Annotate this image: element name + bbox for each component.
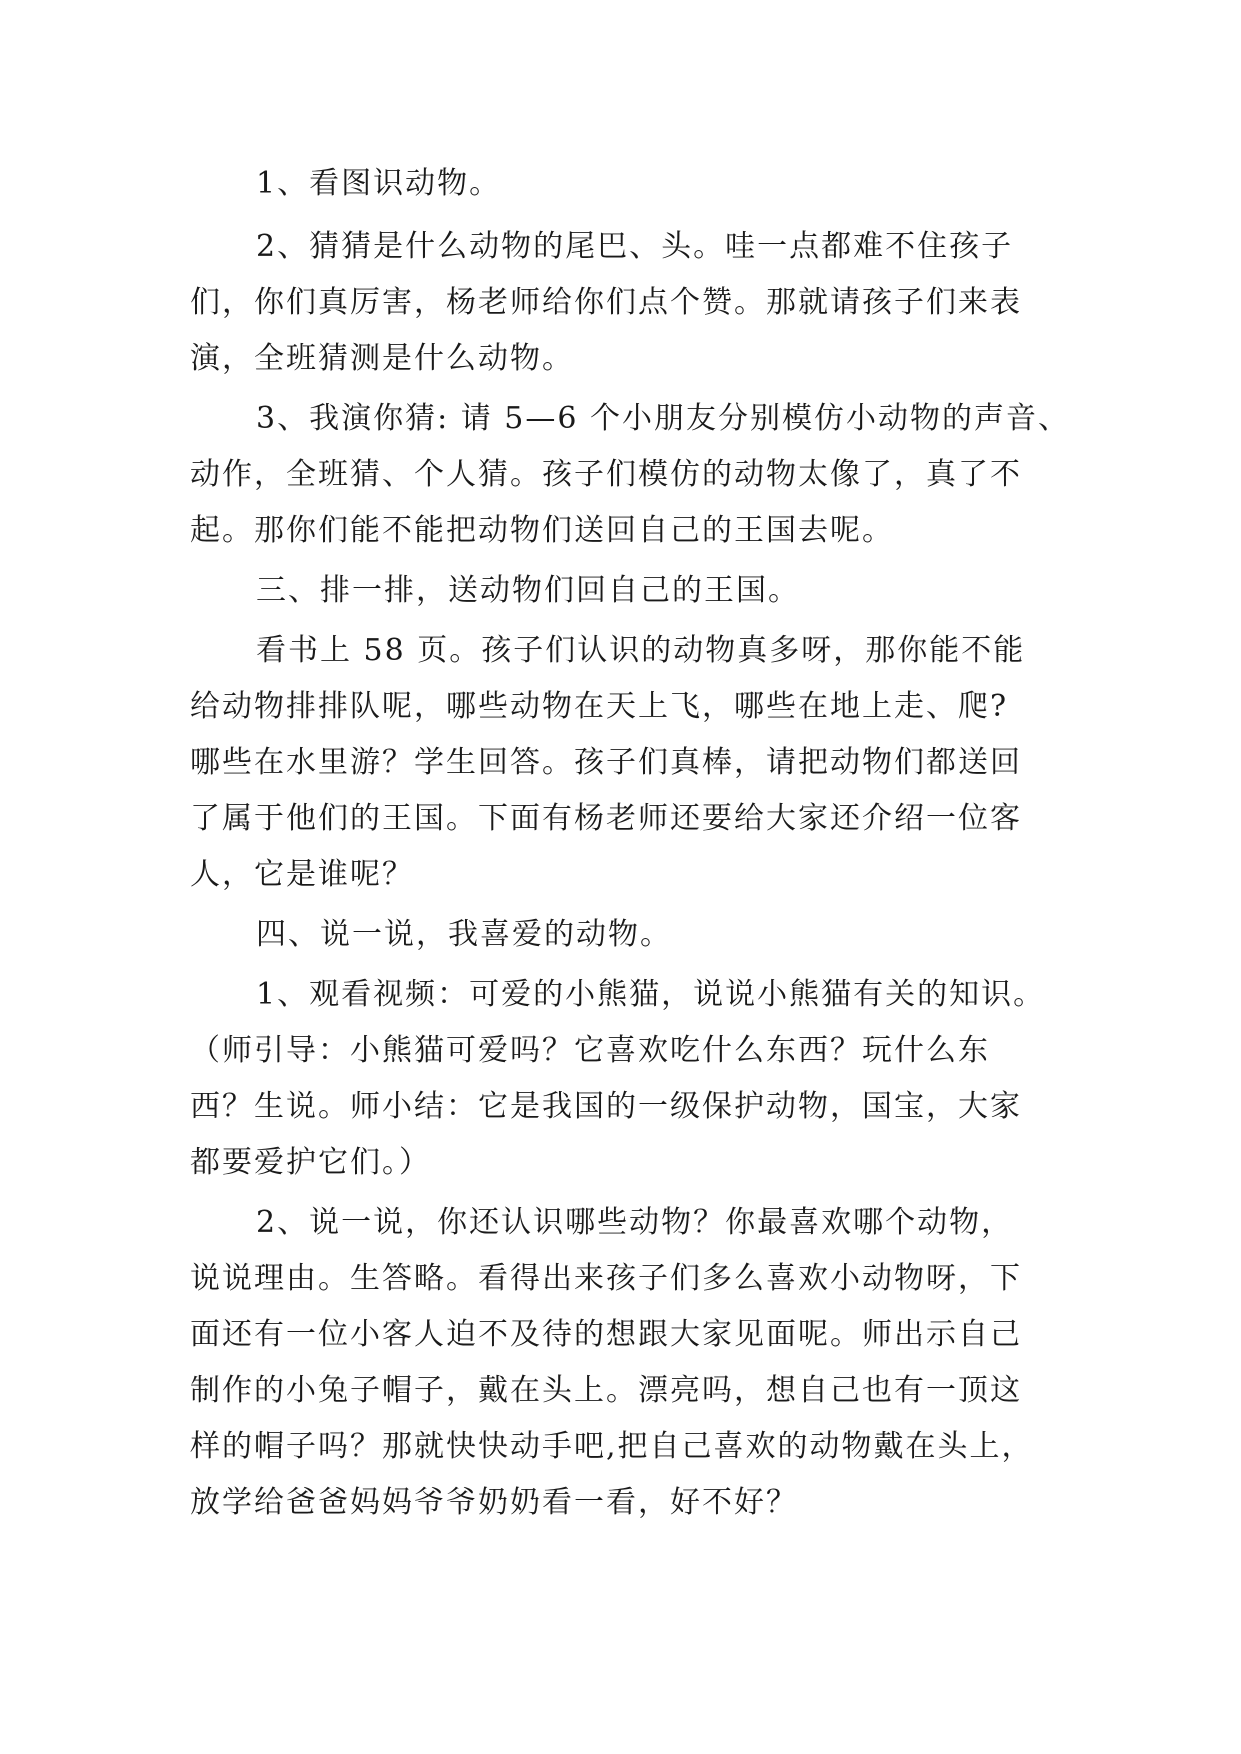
text-line: 3、我演你猜: 请 5—6 个小朋友分别模仿小动物的声音、 (256, 401, 1070, 436)
text-line: 面还有一位小客人迫不及待的想跟大家见面呢。师出示自己 (190, 1317, 1022, 1352)
text-line: 三、排一排，送动物们回自己的王国。 (256, 573, 800, 608)
text-line: 制作的小兔子帽子，戴在头上。漂亮吗，想自己也有一顶这 (190, 1373, 1022, 1408)
text-line: 2、猜猜是什么动物的尾巴、头。哇一点都难不住孩子 (256, 229, 1014, 264)
text-line: 2、说一说，你还认识哪些动物？你最喜欢哪个动物， (256, 1205, 1014, 1240)
text-line: 四、说一说，我喜爱的动物。 (256, 917, 672, 952)
text-line: 给动物排排队呢，哪些动物在天上飞，哪些在地上走、爬? (190, 689, 1009, 724)
text-line: 看书上 58 页。孩子们认识的动物真多呀，那你能不能 (256, 633, 1026, 668)
text-line: 动作，全班猜、个人猜。孩子们模仿的动物太像了，真了不 (190, 457, 1022, 492)
text-line: 都要爱护它们。） (190, 1145, 431, 1180)
text-line: 1、观看视频：可爱的小熊猫，说说小熊猫有关的知识。 (256, 977, 1046, 1012)
text-line: 样的帽子吗？那就快快动手吧,把自己喜欢的动物戴在头上， (190, 1429, 1034, 1464)
text-line: 哪些在水里游？学生回答。孩子们真棒，请把动物们都送回 (190, 745, 1022, 780)
text-line: 了属于他们的王国。下面有杨老师还要给大家还介绍一位客 (190, 801, 1022, 836)
text-line: 说说理由。生答略。看得出来孩子们多么喜欢小动物呀，下 (190, 1261, 1022, 1296)
text-line: 们，你们真厉害，杨老师给你们点个赞。那就请孩子们来表 (190, 285, 1022, 320)
text-line: 1、看图识动物。 (256, 166, 502, 201)
text-line: 西？生说。师小结：它是我国的一级保护动物，国宝，大家 (190, 1089, 1022, 1124)
text-line: 起。那你们能不能把动物们送回自己的王国去呢。 (190, 513, 894, 548)
text-line: 演，全班猜测是什么动物。 (190, 341, 574, 376)
text-line: 放学给爸爸妈妈爷爷奶奶看一看，好不好？ (190, 1485, 798, 1520)
text-line: （师引导：小熊猫可爱吗？它喜欢吃什么东西？玩什么东 (190, 1033, 990, 1068)
text-line: 人，它是谁呢？ (190, 857, 414, 892)
